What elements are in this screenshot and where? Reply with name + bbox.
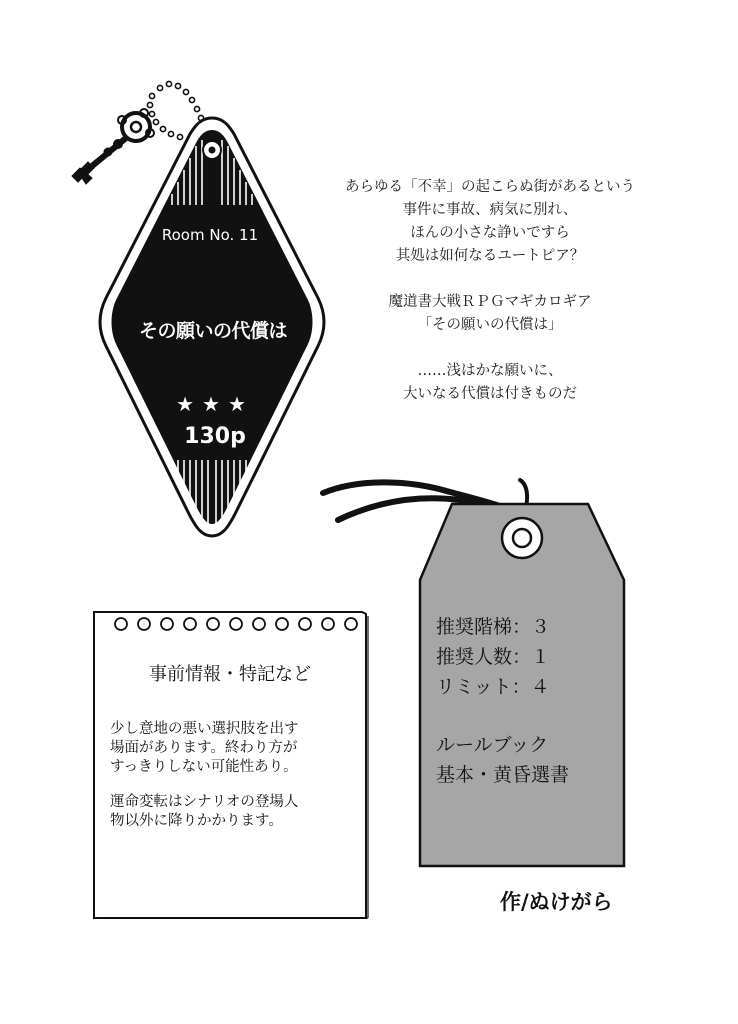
- intro-line: 魔道書大戦ＲＰＧマギカロギア: [388, 294, 592, 310]
- memo-line: すっきりしない可能性あり。: [110, 759, 298, 775]
- intro-line: ほんの小さな諍いですら: [410, 225, 570, 241]
- memo-line: 運命変転はシナリオの登場人: [110, 794, 299, 810]
- recommended-players: 推奨人数：１: [436, 646, 551, 668]
- page-count: 130p: [184, 424, 246, 449]
- intro-text: [290, 176, 690, 406]
- rulebook-label: ルールブック: [436, 734, 549, 756]
- memo-line: 少し意地の悪い選択肢を出す: [110, 721, 299, 737]
- key-icon: [72, 109, 154, 184]
- room-number: Room No. 11: [161, 226, 259, 244]
- memo-line: 物以外に降りかかります。: [110, 813, 283, 829]
- difficulty-stars: ★★★: [176, 392, 254, 416]
- intro-line: ……浅はかな願いに、: [417, 363, 563, 379]
- limit: リミット：４: [436, 676, 550, 698]
- tag-info: [436, 612, 626, 790]
- memo-title: 事前情報・特記など: [149, 664, 311, 685]
- intro-line: 「その願いの代償は」: [417, 317, 563, 333]
- rulebook: 基本・黄昏選書: [436, 764, 570, 786]
- memo-body: [110, 720, 360, 831]
- recommended-level: 推奨階梯：３: [436, 616, 551, 638]
- scenario-title: その願いの代償は: [138, 320, 287, 342]
- intro-line: 其処は如何なるユートピア？: [395, 248, 585, 264]
- author-credit: 作/ぬけがら: [500, 890, 613, 914]
- intro-line: 大いなる代償は付きものだ: [403, 386, 577, 402]
- intro-line: 事件に事故、病気に別れ、: [402, 202, 578, 218]
- intro-line: あらゆる「不幸」の起こらぬ街があるという: [345, 179, 635, 195]
- memo-line: 場面があります。終わり方が: [110, 740, 298, 756]
